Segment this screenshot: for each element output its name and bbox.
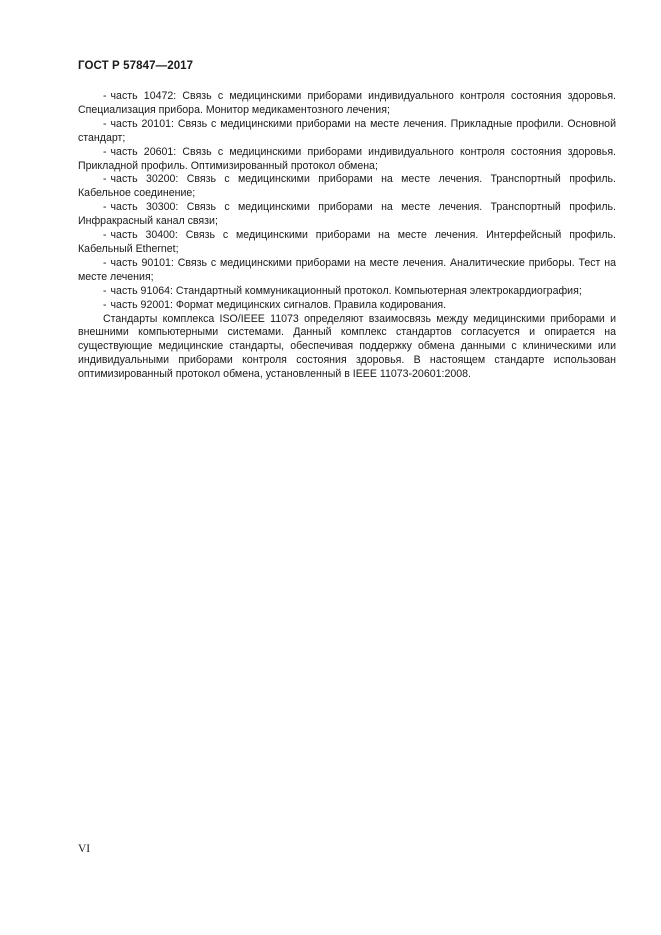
list-item-text: часть 30400: Связь с медицинскими приборами на месте лечения. Интерфейсный профиль. Кабельный Ethernet; xyxy=(78,229,616,255)
list-item-text: часть 90101: Связь с медицинскими приборами на месте лечения. Аналитические приборы. Тест на месте лечения; xyxy=(78,256,616,283)
list-item-marker: - xyxy=(103,284,107,297)
list-item xyxy=(78,285,616,299)
list-item-marker: - xyxy=(103,298,107,311)
list-item-text: часть 30200: Связь с медицинскими приборами на месте лечения. Транспортный профиль. Кабельное соединение; xyxy=(78,173,616,200)
list-item-text: часть 92001: Формат медицинских сигналов. Правила кодирования. xyxy=(110,298,447,311)
list-item-marker: - xyxy=(103,145,107,158)
list-item-marker: - xyxy=(103,201,107,214)
document-header xyxy=(78,60,193,72)
parts-list xyxy=(78,90,616,313)
list-item xyxy=(78,299,616,313)
list-item-text: часть 20101: Связь с медицинскими приборами на месте лечения. Прикладные профили. Основной стандарт; xyxy=(78,117,616,144)
list-item xyxy=(78,173,616,201)
list-item xyxy=(78,90,616,118)
list-item-marker: - xyxy=(103,90,107,102)
list-item xyxy=(78,146,616,174)
list-item-marker: - xyxy=(103,173,107,186)
list-item xyxy=(78,201,616,229)
list-item-marker: - xyxy=(103,256,107,269)
list-item-text: часть 91064: Стандартный коммуникационный протокол. Компьютерная электрокардиография; xyxy=(110,284,582,297)
list-item xyxy=(78,257,616,285)
list-item-text: часть 30300: Связь с медицинскими приборами на месте лечения. Транспортный профиль. Инфракрасный канал связи; xyxy=(78,201,616,228)
page-number: VI xyxy=(78,843,91,855)
body-paragraph: Стандарты комплекса ISO/IEEE 11073 определяют взаимосвязь между медицинскими приборами и внешними компьютерными системами. Данный комплекс стандартов согласуется и опирается на существующие медицинские стандарты, обеспечивая поддержку обмена данными с клиническими или индивидуальными приборами контроля состояния здоровья. В настоящем стандарте использован оптимизированный протокол обмена, установленный в IEEE 11073-20601:2008. xyxy=(78,312,616,381)
document-body xyxy=(78,90,616,382)
list-item-text: часть 10472: Связь с медицинскими приборами индивидуального контроля состояния здоровья. Специализация прибора. Монитор медикаментозного лечения; xyxy=(78,90,616,116)
standard-code: ГОСТ Р 57847—2017 xyxy=(78,60,194,72)
list-item xyxy=(78,229,616,257)
list-item-marker: - xyxy=(103,117,107,130)
list-item-text: часть 20601: Связь с медицинскими приборами индивидуального контроля состояния здоровья. Прикладной профиль. Оптимизированный протокол обмена; xyxy=(78,145,616,172)
list-item xyxy=(78,118,616,146)
list-item-marker: - xyxy=(103,229,107,242)
